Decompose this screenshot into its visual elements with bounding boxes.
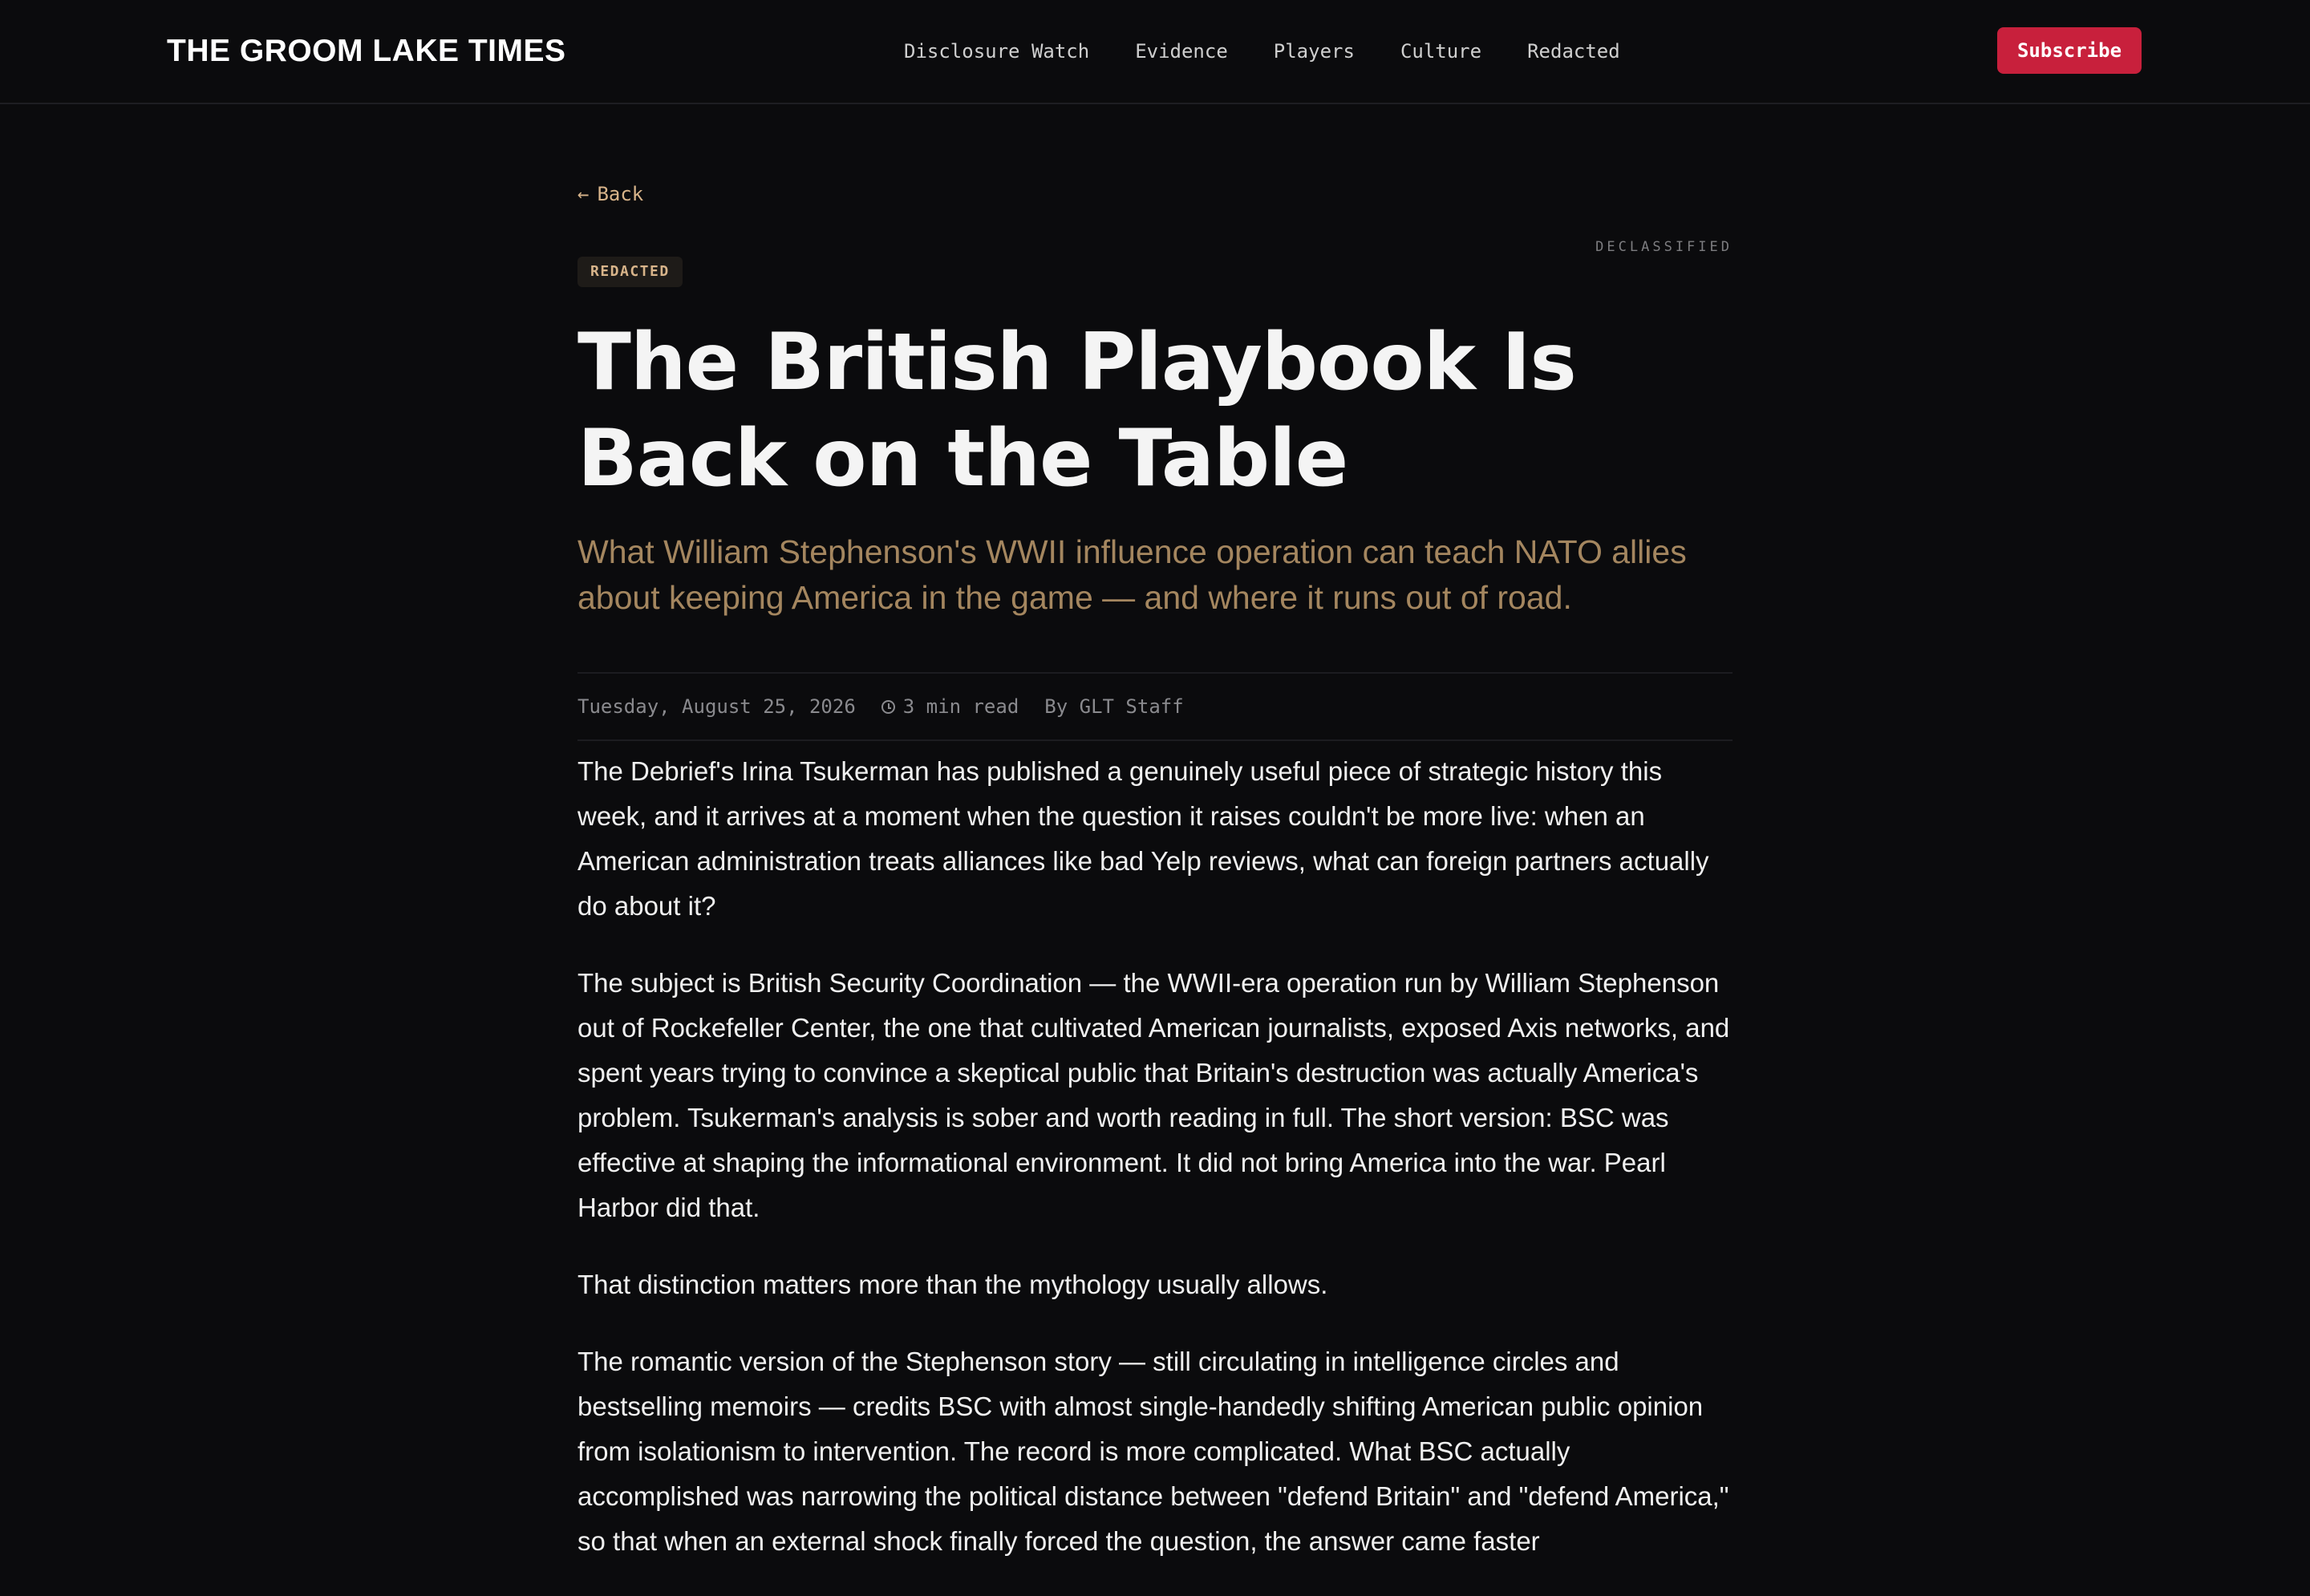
- byline: By GLT Staff: [1044, 695, 1184, 718]
- article-dek: What William Stephenson's WWII influence operation can teach NATO allies about keeping America in the game — and where it runs out of road.: [578, 533, 1687, 616]
- article-body: [578, 749, 1732, 1564]
- back-link[interactable]: [578, 176, 643, 212]
- body-paragraph: The romantic version of the Stephenson story — still circulating in intelligence circles and bestselling memoirs — credits BSC with almost single-handedly shifting American public opinion from isolationism to intervention. The record is more complicated. What BSC actually accomplished was narrowing the political distance between "defend Britain" and "defend America," so that when an external shock finally forced the question, the answer came faster: [578, 1347, 1729, 1556]
- subscribe-button[interactable]: Subscribe: [1997, 27, 2142, 74]
- article-headline: The British Playbook Is Back on the Table: [578, 317, 1576, 504]
- category-tag[interactable]: REDACTED: [578, 257, 683, 287]
- nav-item-disclosure-watch[interactable]: Disclosure Watch: [904, 40, 1090, 63]
- clock-icon: [881, 700, 895, 714]
- nav-item-culture[interactable]: Culture: [1400, 40, 1482, 63]
- arrow-left-icon: ←: [578, 183, 590, 205]
- body-paragraph: The subject is British Security Coordination — the WWII-era operation run by William Stephenson out of Rockefeller Center, the one that cultivated American journalists, exposed Axis networks, and spent years trying to convince a skeptical public that Britain's destruction was actually America's problem. Tsukerman's analysis is sober and worth reading in full. The short version: BSC was effective at shaping the informational environment. It did not bring America into the war. Pearl Harbor did that.: [578, 968, 1730, 1222]
- article: [578, 176, 1732, 1596]
- body-paragraph: The Debrief's Irina Tsukerman has published a genuinely useful piece of strategic history this week, and it arrives at a moment when the question it raises couldn't be more live: when an American administration treats alliances like bad Yelp reviews, what can foreign partners actually do about it?: [578, 756, 1709, 921]
- nav-item-evidence[interactable]: Evidence: [1135, 40, 1228, 63]
- article-meta: [578, 672, 1732, 741]
- back-label: Back: [597, 183, 644, 205]
- site-logo[interactable]: THE GROOM LAKE TIMES: [167, 34, 566, 68]
- body-paragraph: That distinction matters more than the mythology usually allows.: [578, 1270, 1328, 1299]
- main-nav: [904, 35, 1620, 67]
- nav-item-players[interactable]: Players: [1273, 40, 1355, 63]
- declassified-stamp: DECLASSIFIED: [1595, 239, 1732, 255]
- read-time: 3 min read: [902, 695, 1019, 718]
- publish-date: Tuesday, August 25, 2026: [578, 695, 856, 718]
- nav-item-redacted[interactable]: Redacted: [1527, 40, 1620, 63]
- site-header: [0, 0, 2310, 104]
